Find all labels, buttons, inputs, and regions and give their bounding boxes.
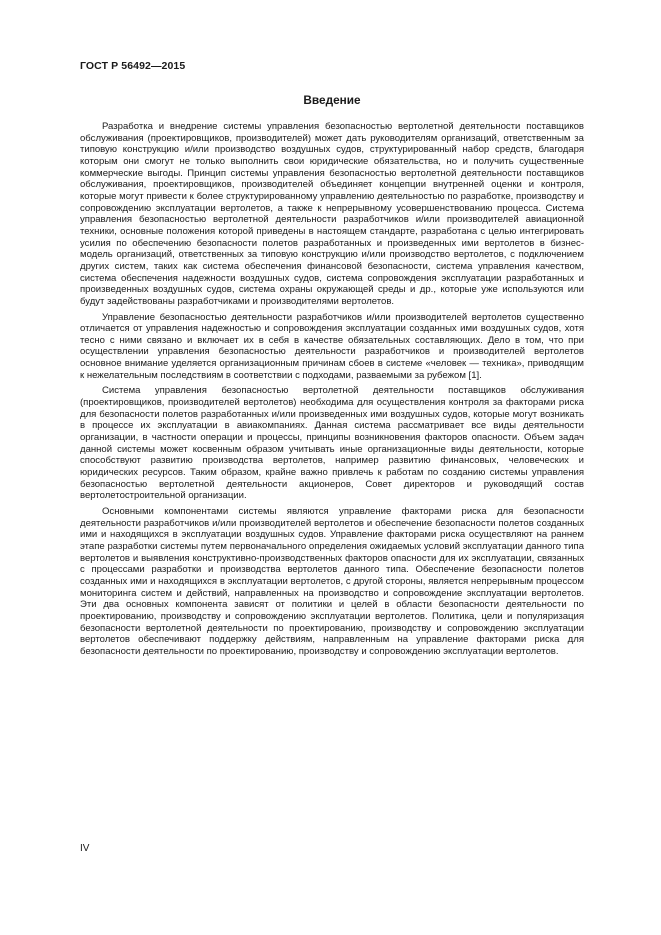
standard-code-header: ГОСТ Р 56492—2015 [80, 60, 186, 72]
paragraph: Основными компонентами системы являются управление факторами риска для безопасности деятельности разработчиков и/или производителей вертолетов и обеспечение безопасности полетов созданных ими и находящихся в эксплуатации воздушных судов. Управление факторами риска осуществляют на раннем этапе разработки системы путем первоначального определения ожидаемых условий эксплуатации данного типа вертолетов и выявления конструктивно-производственных факторов опасности для их эксплуатации, связанных с процессами разработки и производства вертолетов данного типа. Обеспечение безопасности полетов созданных ими и находящихся в эксплуатации вертолетов, с другой стороны, является непрерывным процессом мониторинга систем и действий, направленных на производство и сопровождение эксплуатации вертолетов. Эти два основных компонента зависят от политики и целей в области безопасности деятельности по проектированию, производству и сопровождению эксплуатации вертолетов. Политика, цели и популяризация безопасности вертолетной деятельности по проектированию, производству и сопровождению эксплуатации вертолетов обеспечивают поддержку действиям, направленным на управление факторами риска для безопасности деятельности по проектированию, производству и сопровождению эксплуатации вертолетов. [80, 506, 584, 657]
paragraph: Управление безопасностью деятельности разработчиков и/или производителей вертолетов существенно отличается от управления надежностью и сопровождения эксплуатации созданных ими воздушных судов, хотя тесно с ними связано и включает их в себя в качестве обязательных составляющих. Дело в том, что при осуществлении управления безопасностью деятельности разработчиков и производителей вертолетов основное внимание уделяется организационным причинам сбоев в системе «человек — техника», приводящим к нежелательным последствиям в соответствии с подходами, разваемыми за рубежом [1]. [80, 311, 584, 381]
section-title: Введение [303, 93, 361, 107]
paragraph: Разработка и внедрение системы управления безопасностью вертолетной деятельности поставщиков обслуживания (проектировщиков, производителей) может дать руководителям организаций, ответственным за типовую конструкцию и/или производство воздушных судов, структурированный набор средств, благодаря которым они смогут не только выполнить свои юридические обязательства, но и получить существенные коммерческие выгоды. Принцип системы управления безопасностью вертолетной деятельности поставщиков обслуживания, проектировщиков, производителей объединяет концепции внутренней оценки и контроля, которые могут привести к более структурированному управлению деятельностью по разработке, производству и сопровождению эксплуатации вертолетов, а также к непрерывному усовершенствованию процесса. Система управления безопасностью вертолетной деятельности разработчиков и/или производителей авиационной техники, основные положения которой приведены в настоящем стандарте, разработана с целью интегрировать усилия по обеспечению безопасности полетов разработанных и произведенных ими вертолетов в бизнес-модель организаций, ответственных за типовую конструкцию и/или производство вертолетов, с подключением других систем, таких как система обеспечения финансовой безопасности, система управления качеством, система обеспечения надежности воздушных судов, система сопровождения эксплуатации разработанных и произведенных воздушных судов, система охраны окружающей среды и др., которые уже используются или будут задействованы разработчиками и производителями вертолетов. [80, 121, 584, 307]
paragraph: Система управления безопасностью вертолетной деятельности поставщиков обслуживания (проектировщиков, производителей вертолетов) необходима для осуществления контроля за факторами риска для безопасности полетов разработанных и/или произведенных ими воздушных судов, которые могут возникать в процессе их эксплуатации в авиакомпаниях. Данная система рассматривает все виды деятельности организации, в частности операции и процессы, принципы возникновения факторов опасности. Объем задач данной системы может косвенным образом учитывать иные организационные виды деятельности, которые способствуют развитию производства вертолетов, например развитию финансовых, человеческих и юридических ресурсов. Таким образом, крайне важно привлечь к работам по созданию системы управления безопасностью вертолетной деятельности акционеров, Совет директоров и руководящий состав вертолетостроительной организации. [80, 385, 584, 502]
body-text [80, 121, 584, 662]
page-number: IV [80, 843, 90, 854]
